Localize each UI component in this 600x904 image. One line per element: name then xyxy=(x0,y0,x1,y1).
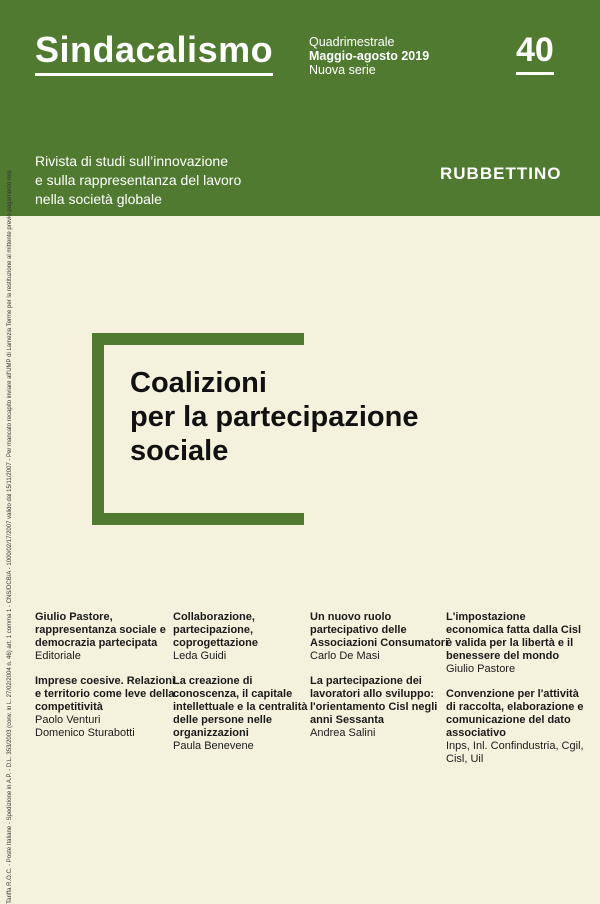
tagline-line: e sulla rappresentanza del lavoro xyxy=(35,172,242,188)
article-author: Andrea Salini xyxy=(310,727,376,739)
article-entry xyxy=(35,675,175,740)
issue-number: 40 xyxy=(516,30,554,75)
article-entry xyxy=(35,611,175,663)
article-entry xyxy=(310,611,450,663)
contents-column-2 xyxy=(173,611,313,765)
journal-title: Sindacalismo xyxy=(35,30,273,76)
article-entry xyxy=(173,611,313,663)
article-author: Leda Guidi xyxy=(173,650,227,662)
article-entry xyxy=(173,675,313,753)
article-title: Convenzione per l'attività di raccolta, elaborazione e comunicazione del dato associativo xyxy=(446,688,584,739)
series-label: Nuova serie xyxy=(309,63,376,77)
contents-column-4 xyxy=(446,611,586,778)
article-author: Editoriale xyxy=(35,650,81,662)
article-author: Paolo Venturi Domenico Sturabotti xyxy=(35,714,135,739)
article-author: Giulio Pastore xyxy=(446,663,516,675)
article-title: L'impostazione economica fatta dalla Cisl è valida per la libertà e il benessere del mondo xyxy=(446,611,582,662)
article-title: La creazione di conoscenza, il capitale intellettuale e la centralità delle persone nelle organizzazioni xyxy=(173,675,308,739)
tagline xyxy=(35,152,295,209)
contents-column-1 xyxy=(35,611,175,752)
header-band xyxy=(0,0,600,216)
contents-column-3 xyxy=(310,611,450,752)
article-title: Imprese coesive. Relazioni e territorio come leve della competitività xyxy=(35,675,176,713)
article-entry xyxy=(446,688,586,766)
spine-text: Tariffa R.O.C. - Poste Italiane - Spedizione in A.P. - D.L. 353/2003 (conv. in L. 27/02/2004 n. 46) art. 1 comma 1 - CNS/DCB/A - 1000/02/17/2007 valido dal 15/11/2007 - Per mancato recapito inviare all'UMP di Lamezia Terme per la restituzione al mittente previo pagamento resi xyxy=(7,170,13,904)
period-label: Maggio-agosto 2019 xyxy=(309,49,430,63)
article-author: Inps, Inl. Confindustria, Cgil, Cisl, Uil xyxy=(446,740,584,765)
article-author: Carlo De Masi xyxy=(310,650,380,662)
article-title: La partecipazione dei lavoratori allo sviluppo: l'orientamento Cisl negli anni Sessanta xyxy=(310,675,438,726)
title-line: sociale xyxy=(130,435,229,467)
article-title: Collaborazione, partecipazione, coprogettazione xyxy=(173,611,258,649)
article-entry xyxy=(310,675,450,740)
article-author: Paula Benevene xyxy=(173,740,254,752)
spine-legal-text xyxy=(2,170,18,904)
tagline-line: Rivista di studi sull’innovazione xyxy=(35,153,228,169)
publisher-logo: RUBBETTINO xyxy=(440,164,562,183)
issue-meta xyxy=(309,35,429,77)
issue-theme-title xyxy=(130,366,419,468)
article-title: Giulio Pastore, rappresentanza sociale e democrazia partecipata xyxy=(35,611,166,649)
article-entry xyxy=(446,611,586,676)
tagline-line: nella società globale xyxy=(35,191,162,207)
title-line: Coalizioni xyxy=(130,367,267,399)
frequency-label: Quadrimestrale xyxy=(309,35,395,49)
title-line: per la partecipazione xyxy=(130,401,419,433)
article-title: Un nuovo ruolo partecipativo delle Associazioni Consumatori xyxy=(310,611,449,649)
